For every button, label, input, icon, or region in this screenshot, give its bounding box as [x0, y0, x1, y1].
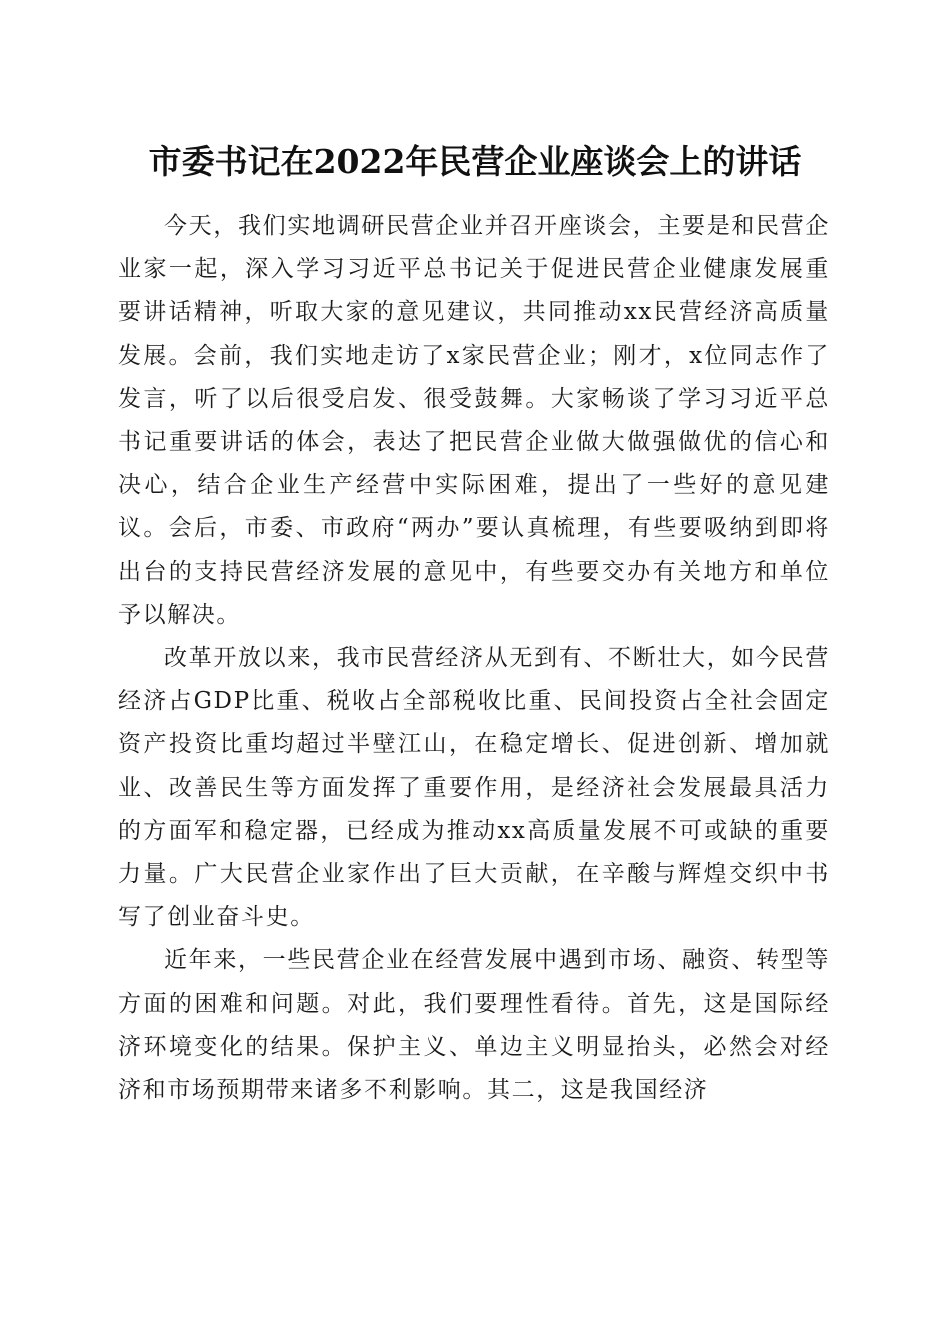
- paragraph-2: 改革开放以来，我市民营经济从无到有、不断壮大，如今民营经济占GDP比重、税收占全部税收比重、民间投资占全社会固定资产投资比重均超过半壁江山，在稳定增长、促进创新、增加就业、改善民生等方面发挥了重要作用，是经济社会发展最具活力的方面军和稳定器，已经成为推动xx高质量发展不可或缺的重要力量。广大民营企业家作出了巨大贡献，在辛酸与辉煌交织中书写了创业奋斗史。: [118, 645, 830, 931]
- document-title: 市委书记在2022年民营企业座谈会上的讲话: [148, 142, 802, 181]
- paragraph-1: 今天，我们实地调研民营企业并召开座谈会，主要是和民营企业家一起，深入学习习近平总书记关于促进民营企业健康发展重要讲话精神，听取大家的意见建议，共同推动xx民营经济高质量发展。会前，我们实地走访了x家民营企业；刚才，x位同志作了发言，听了以后很受启发、很受鼓舞。大家畅谈了学习习近平总书记重要讲话的体会，表达了把民营企业做大做强做优的信心和决心，结合企业生产经营中实际困难，提出了一些好的意见建议。会后，市委、市政府“两办”要认真梳理，有些要吸纳到即将出台的支持民营经济发展的意见中，有些要交办有关地方和单位予以解决。: [118, 213, 830, 628]
- paragraph-3: 近年来，一些民营企业在经营发展中遇到市场、融资、转型等方面的困难和问题。对此，我们要理性看待。首先，这是国际经济环境变化的结果。保护主义、单边主义明显抬头，必然会对经济和市场预期带来诸多不利影响。其二，这是我国经济: [118, 947, 830, 1104]
- document-body: [118, 205, 830, 1112]
